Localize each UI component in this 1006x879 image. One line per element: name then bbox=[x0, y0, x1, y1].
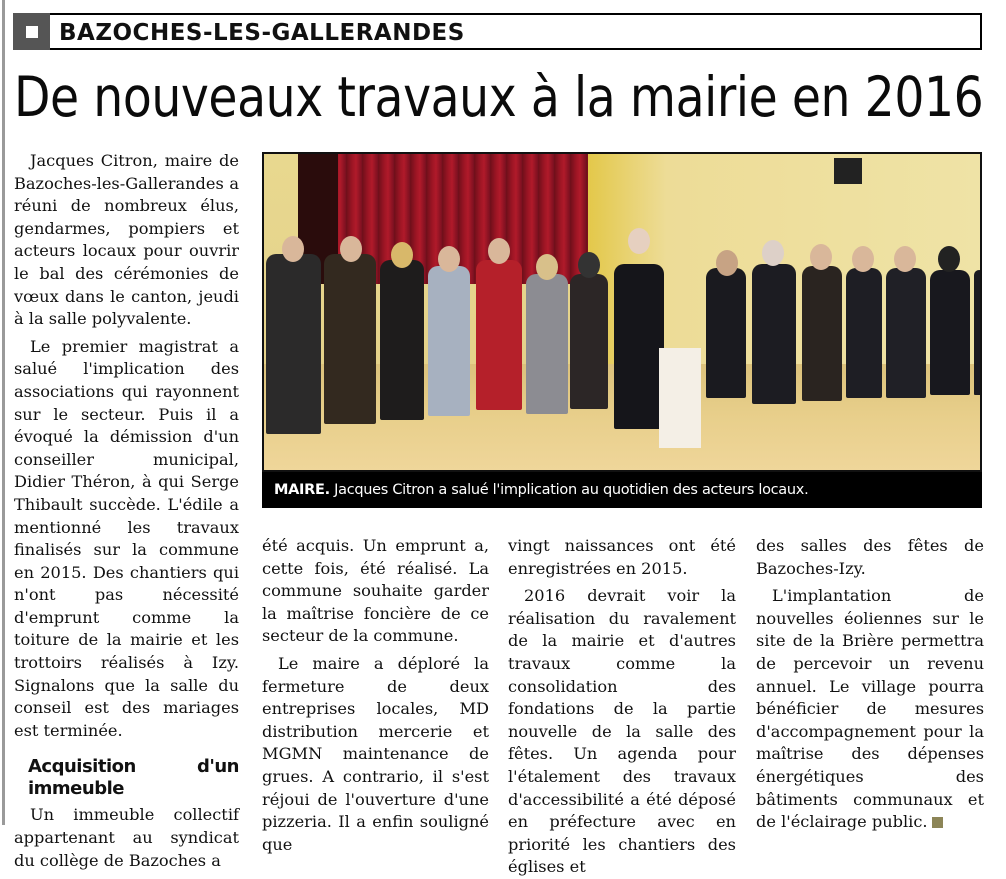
paragraph bbox=[756, 585, 984, 834]
article-column-3 bbox=[508, 535, 736, 879]
article-subheading: Acquisition d'un immeuble bbox=[28, 756, 239, 800]
speaker-icon bbox=[834, 158, 862, 184]
article-column-1 bbox=[14, 150, 239, 872]
paragraph: été acquis. Un emprunt a, cette fois, été réalisé. La commune souhaite garder la maîtrise foncière de ce secteur de la commune. bbox=[262, 536, 489, 646]
page-left-rule bbox=[2, 0, 5, 825]
group-of-people bbox=[264, 224, 980, 424]
end-of-article-square-icon bbox=[932, 817, 943, 828]
paragraph: Le premier magistrat a salué l'implication des associations qui rayonnent sur le secteur. Puis il a évoqué la démission d'un conseiller municipal, Didier Théron, à qui Serge Thibault succède. L'édile a mentionné les travaux finalisés sur la commune en 2015. Des chantiers qui n'ont pas nécessité d'emprunt comme la toiture de la mairie et les trottoirs réalisés à Izy. Signalons que la salle du conseil est des mariages est terminée. bbox=[14, 336, 239, 740]
caption-label: MAIRE. bbox=[274, 482, 330, 498]
paragraph: vingt naissances ont été enregistrées en 2015. bbox=[508, 536, 736, 578]
paragraph: des salles des fêtes de Bazoches-Izy. bbox=[756, 536, 984, 578]
paragraph: Un immeuble collectif appartenant au syndicat du collège de Bazoches a bbox=[14, 805, 239, 870]
article-headline: De nouveaux travaux à la mairie en 2016 bbox=[14, 65, 984, 129]
article-column-2 bbox=[262, 535, 489, 856]
podium bbox=[659, 348, 701, 448]
photo-caption bbox=[262, 472, 982, 508]
square-bullet-icon bbox=[13, 13, 50, 50]
paragraph: Le maire a déploré la fermeture de deux entreprises locales, MD distribution mercerie et MGMN maintenance de grues. A contrario, il s'est réjoui de l'ouverture d'une pizzeria. Il a enfin souligné que bbox=[262, 653, 489, 854]
section-kicker bbox=[13, 13, 982, 50]
article-photo bbox=[262, 152, 982, 472]
article-column-4 bbox=[756, 535, 984, 834]
paragraph: Jacques Citron, maire de Bazoches-les-Gallerandes a réuni de nombreux élus, gendarmes, pompiers et acteurs locaux pour ouvrir le bal des cérémonies de vœux dans le canton, jeudi à la salle polyvalente. bbox=[14, 151, 239, 329]
paragraph: 2016 devrait voir la réalisation du ravalement de la mairie et d'autres travaux comme la consolidation des fondations de la partie nouvelle de la salle des fêtes. Un agenda pour l'étalement des travaux d'accessibilité a été déposé en préfecture avec en priorité les chantiers des églises et bbox=[508, 586, 736, 877]
paragraph-text: L'implantation de nouvelles éoliennes sur le site de la Brière permettra de percevoir un revenu annuel. Le village pourra bénéficier de mesures d'accompagnement pour la maîtrise des dépenses énergétiques des bâtiments communaux et de l'éclairage public. bbox=[756, 586, 984, 832]
kicker-label: BAZOCHES-LES-GALLERANDES bbox=[59, 20, 465, 46]
caption-text: Jacques Citron a salué l'implication au quotidien des acteurs locaux. bbox=[329, 482, 809, 498]
